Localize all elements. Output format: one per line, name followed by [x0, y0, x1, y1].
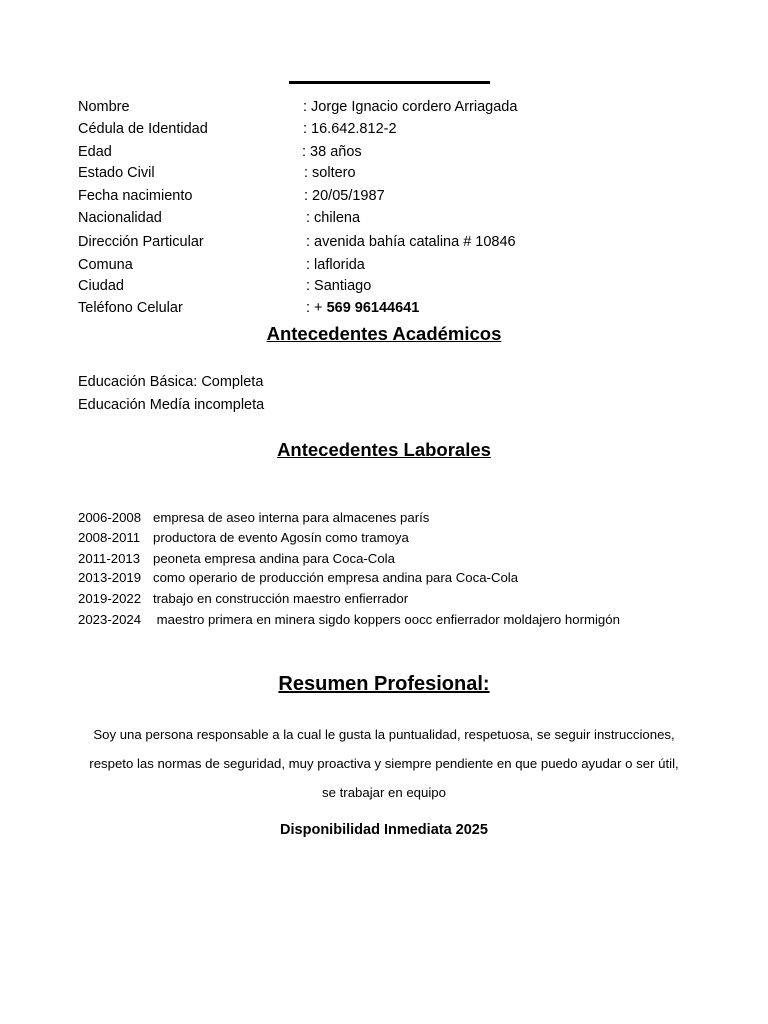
- availability: Disponibilidad Inmediata 2025: [280, 822, 488, 838]
- info-label: Dirección Particular: [78, 234, 204, 250]
- work-years: 2008-2011: [78, 530, 141, 545]
- info-value: : 16.642.812-2: [303, 121, 397, 137]
- info-value: : soltero: [304, 165, 356, 181]
- work-desc: productora de evento Agosín como tramoya: [153, 530, 409, 545]
- summary-heading: Resumen Profesional:: [278, 673, 490, 695]
- work-years: 2023-2024: [78, 612, 142, 627]
- info-label: Fecha nacimiento: [78, 188, 193, 204]
- work-item: [78, 549, 395, 569]
- info-value-telefono: [306, 297, 419, 319]
- academic-item: Educación Medía incompleta: [78, 397, 265, 413]
- work-years: 2013-2019: [78, 570, 142, 585]
- work-years: 2019-2022: [78, 591, 142, 606]
- summary-line: respeto las normas de seguridad, muy proactiva y siempre pendiente en que puedo ayudar o ser útil,: [89, 756, 679, 771]
- info-label: Nombre: [78, 99, 130, 115]
- summary-line: se trabajar en equipo: [322, 785, 446, 800]
- work-heading: Antecedentes Laborales: [277, 439, 491, 460]
- work-desc: trabajo en construcción maestro enfierrador: [153, 591, 409, 606]
- work-item: [78, 528, 409, 548]
- info-label: Estado Civil: [78, 165, 155, 181]
- work-item: [78, 568, 518, 588]
- info-label: Teléfono Celular: [78, 300, 183, 316]
- info-value: : Jorge Ignacio cordero Arriagada: [303, 99, 518, 115]
- info-value: : 20/05/1987: [304, 188, 385, 204]
- info-value: : avenida bahía catalina # 10846: [306, 234, 516, 250]
- phone-prefix: : +: [306, 300, 327, 316]
- work-desc: peoneta empresa andina para Coca-Cola: [153, 551, 395, 566]
- info-label: Edad: [78, 144, 112, 160]
- work-desc: empresa de aseo interna para almacenes parís: [153, 510, 430, 525]
- summary-line: Soy una persona responsable a la cual le gusta la puntualidad, respetuosa, se seguir instrucciones,: [93, 727, 675, 742]
- info-value: : 38 años: [302, 144, 362, 160]
- info-label: Nacionalidad: [78, 210, 162, 226]
- work-item: [78, 589, 408, 609]
- phone-number: 569 96144641: [326, 300, 420, 316]
- academic-heading: Antecedentes Académicos: [266, 323, 502, 344]
- top-rule: [289, 81, 490, 84]
- work-desc: como operario de producción empresa andina para Coca-Cola: [153, 570, 519, 585]
- info-label: Ciudad: [78, 278, 124, 294]
- work-item: [78, 610, 620, 630]
- info-value: : Santiago: [306, 278, 372, 294]
- work-desc: maestro primera en minera sigdo koppers oocc enfierrador moldajero hormigón: [153, 612, 620, 627]
- info-value: : chilena: [306, 210, 361, 226]
- academic-item: Educación Básica: Completa: [78, 374, 264, 390]
- info-label: Comuna: [78, 257, 133, 273]
- work-item: [78, 508, 429, 528]
- work-years: 2011-2013: [78, 551, 141, 566]
- info-label: Cédula de Identidad: [78, 121, 208, 137]
- info-value: : laflorida: [306, 257, 365, 273]
- work-years: 2006-2008: [78, 510, 142, 525]
